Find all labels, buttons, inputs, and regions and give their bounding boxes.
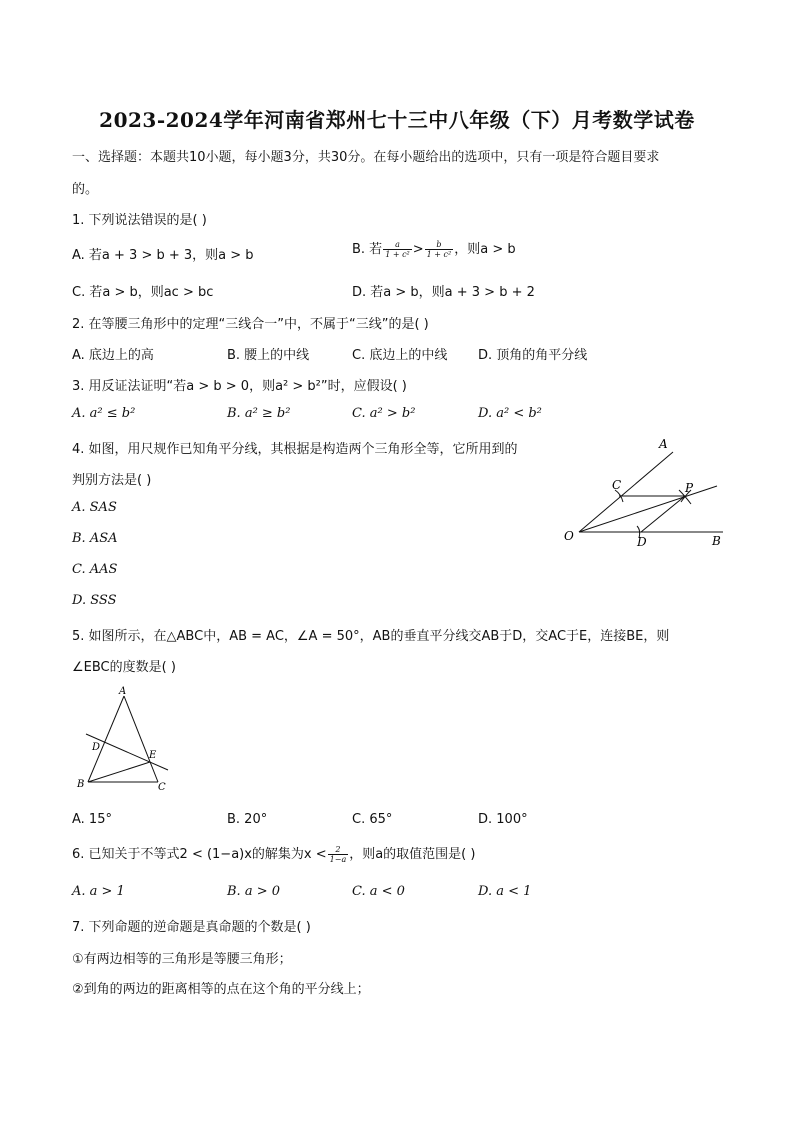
q3-option-b: B. a² ≥ b² bbox=[227, 406, 291, 421]
q6-stem-prefix: 6. 已知关于不等式2 < (1−a)x的解集为x < bbox=[72, 847, 327, 862]
q2-option-a: A. 底边上的高 bbox=[72, 348, 154, 363]
q1-option-b-prefix: B. 若 bbox=[352, 242, 383, 257]
q6-stem bbox=[72, 843, 475, 864]
q5-stem-line2: ∠EBC的度数是( ) bbox=[72, 660, 176, 675]
label-a: A bbox=[119, 686, 127, 697]
q4-angle-bisector-figure bbox=[555, 430, 735, 555]
q3-option-a: A. a² ≤ b² bbox=[72, 406, 136, 421]
q6-option-d: D. a < 1 bbox=[478, 884, 532, 899]
q3-stem: 3. 用反证法证明“若a > b > 0，则a² > b²”时，应假设( ) bbox=[72, 379, 407, 394]
q1-b-frac2-denominator: 1 + c² bbox=[426, 250, 452, 259]
side-ab bbox=[88, 696, 124, 782]
q5-stem-line1: 5. 如图所示，在△ABC中，AB = AC，∠A = 50°，AB的垂直平分线交AB于D，交AC于E，连接BE，则 bbox=[72, 629, 670, 644]
segment-be bbox=[88, 762, 150, 782]
q6-stem-suffix: ，则a的取值范围是( ) bbox=[349, 847, 476, 862]
q1-option-b-suffix: ，则a > b bbox=[454, 242, 516, 257]
q4-option-b: B. ASA bbox=[72, 531, 118, 546]
q2-stem: 2. 在等腰三角形中的定理“三线合一”中，不属于“三线”的是( ) bbox=[72, 317, 429, 332]
q1-option-d: D. 若a > b，则a + 3 > b + 2 bbox=[352, 285, 535, 300]
q2-option-b: B. 腰上的中线 bbox=[227, 348, 310, 363]
q7-item-1: ①有两边相等的三角形是等腰三角形； bbox=[72, 952, 292, 967]
label-d: D bbox=[637, 535, 647, 549]
q4-option-c: C. AAS bbox=[72, 562, 118, 577]
ray-oa bbox=[579, 452, 673, 532]
q4-stem-line1: 4. 如图，用尺规作已知角平分线，其根据是构造两个三角形全等，它所用到的 bbox=[72, 442, 518, 457]
label-o: O bbox=[564, 529, 574, 543]
q7-stem: 7. 下列命题的逆命题是真命题的个数是( ) bbox=[72, 920, 311, 935]
q5-option-a: A. 15° bbox=[72, 812, 112, 827]
q6-option-a: A. a > 1 bbox=[72, 884, 125, 899]
label-b: B bbox=[77, 779, 85, 790]
q6-fraction bbox=[328, 845, 349, 864]
q5-option-c: C. 65° bbox=[352, 812, 393, 827]
q1-option-b-fraction-1 bbox=[383, 240, 412, 259]
q5-option-d: D. 100° bbox=[478, 812, 528, 827]
segment-dp bbox=[641, 496, 685, 532]
q4-stem-line2: 判别方法是( ) bbox=[72, 473, 152, 488]
q1-option-b-fraction-2 bbox=[425, 240, 454, 259]
q1-option-b bbox=[352, 238, 516, 259]
q3-option-d: D. a² < b² bbox=[478, 406, 542, 421]
q1-b-frac2-numerator: b bbox=[425, 240, 454, 250]
q6-frac-numerator: 2 bbox=[328, 845, 349, 855]
q2-option-c: C. 底边上的中线 bbox=[352, 348, 448, 363]
q1-stem: 1. 下列说法错误的是( ) bbox=[72, 213, 207, 228]
q6-frac-denominator: 1−a bbox=[329, 855, 347, 864]
q3-option-c: C. a² > b² bbox=[352, 406, 416, 421]
label-c: C bbox=[158, 782, 166, 793]
section-instructions-line1: 一、选择题：本题共10小题，每小题3分，共30分。在每小题给出的选项中，只有一项是符合题目要求 bbox=[72, 150, 660, 165]
q7-item-2: ②到角的两边的距离相等的点在这个角的平分线上； bbox=[72, 982, 370, 997]
q2-option-d: D. 顶角的角平分线 bbox=[478, 348, 588, 363]
q6-option-c: C. a < 0 bbox=[352, 884, 405, 899]
q5-option-b: B. 20° bbox=[227, 812, 268, 827]
label-e: E bbox=[149, 750, 157, 761]
label-a: A bbox=[659, 437, 668, 451]
label-d: D bbox=[92, 742, 101, 753]
q6-option-b: B. a > 0 bbox=[227, 884, 280, 899]
ray-op bbox=[579, 486, 717, 532]
q1-b-frac1-numerator: a bbox=[383, 240, 412, 250]
q4-option-d: D. SSS bbox=[72, 593, 117, 608]
label-b: B bbox=[712, 534, 721, 548]
q4-option-a: A. SAS bbox=[72, 500, 117, 515]
q1-option-c: C. 若a > b，则ac > bc bbox=[72, 285, 214, 300]
label-c: C bbox=[612, 478, 622, 492]
label-p: P bbox=[685, 481, 694, 495]
q5-triangle-figure bbox=[72, 684, 172, 794]
page-title: 2023-2024学年河南省郑州七十三中八年级（下）月考数学试卷 bbox=[99, 108, 695, 132]
section-instructions-line2: 的。 bbox=[72, 182, 99, 197]
q1-option-b-gt: > bbox=[412, 242, 424, 257]
q1-b-frac1-denominator: 1 + c² bbox=[385, 250, 410, 259]
q1-option-a: A. 若a + 3 > b + 3，则a > b bbox=[72, 248, 254, 263]
